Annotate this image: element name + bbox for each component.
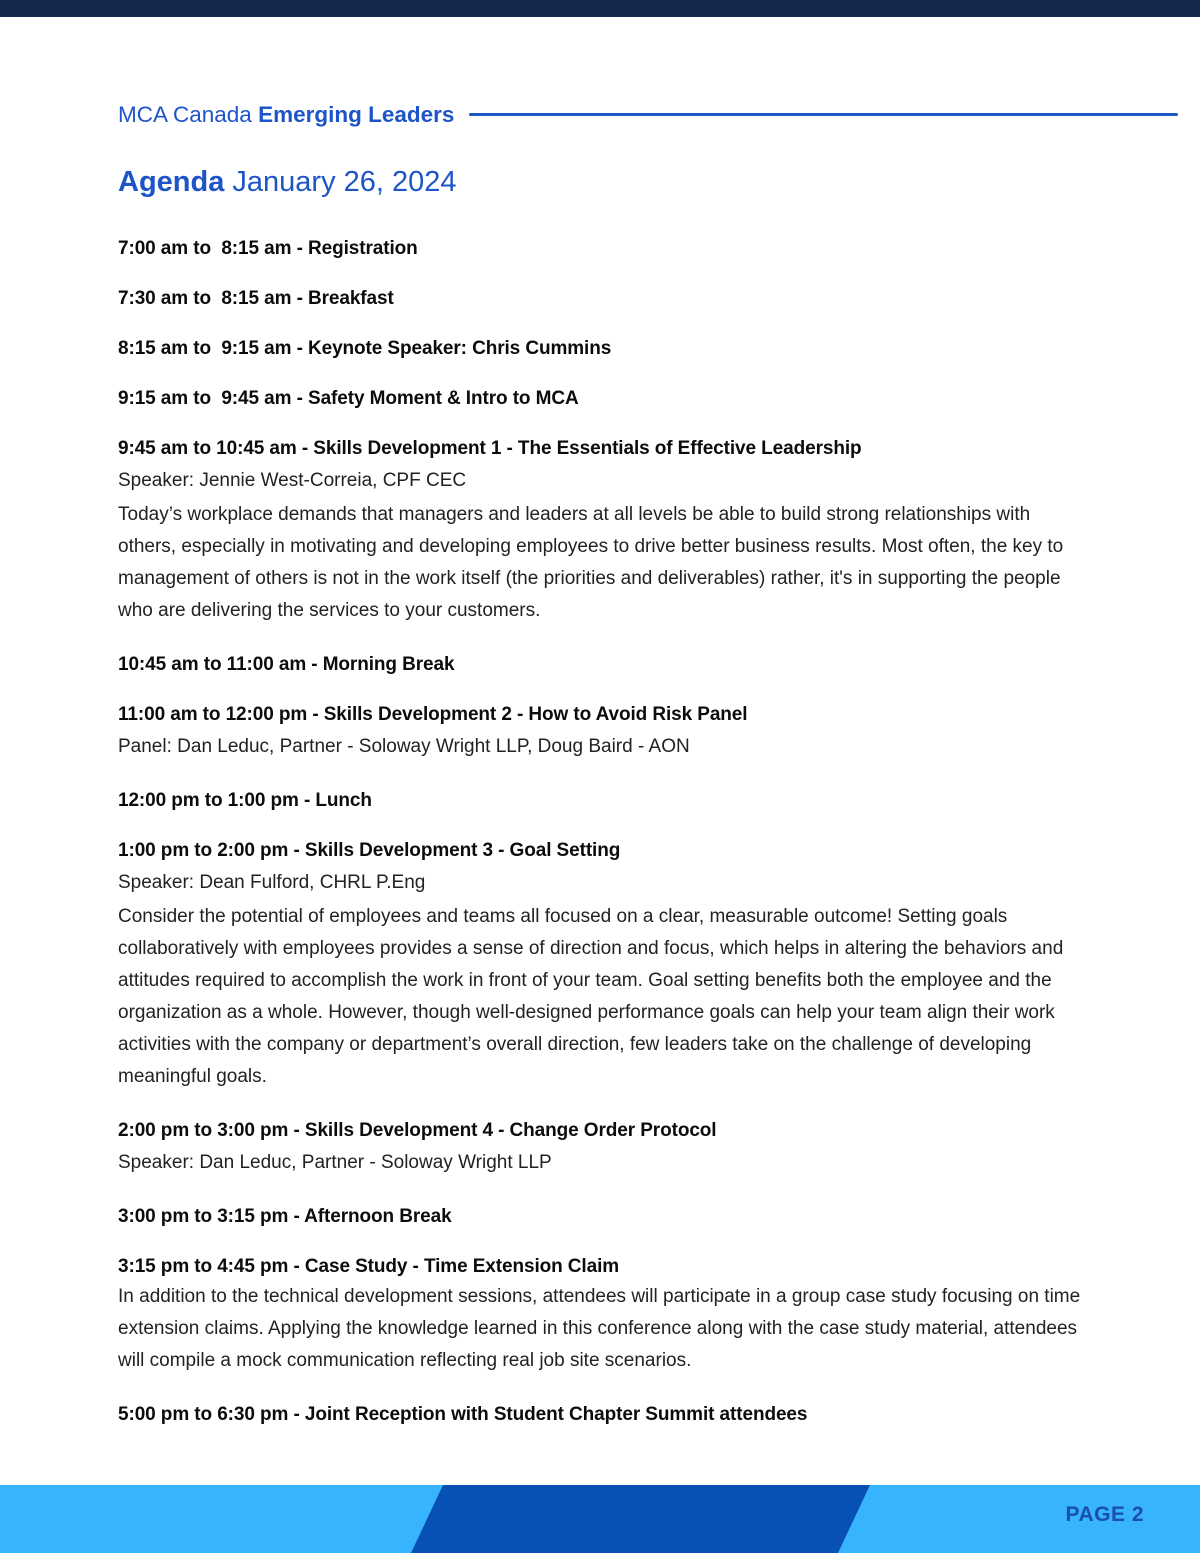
document-body xyxy=(118,101,1085,1453)
brand-prefix: MCA Canada xyxy=(118,102,259,127)
page-title xyxy=(118,165,1085,199)
agenda-item-heading: 9:15 am to 9:45 am - Safety Moment & Intro to MCA xyxy=(118,388,579,409)
agenda-item-heading: 8:15 am to 9:15 am - Keynote Speaker: Chris Cummins xyxy=(118,338,612,359)
agenda-item-description: In addition to the technical development sessions, attendees will participate in a group case study focusing on time extension claims. Applying the knowledge learned in this conference along with the case study material, attendees will compile a mock communication reflecting real job site scenarios. xyxy=(118,1286,1081,1371)
agenda-item-heading: 11:00 am to 12:00 pm - Skills Development 2 - How to Avoid Risk Panel xyxy=(118,704,748,725)
agenda-item-panel: Panel: Dan Leduc, Partner - Soloway Wright LLP, Doug Baird - AON xyxy=(118,736,690,757)
agenda-item-heading: 10:45 am to 11:00 am - Morning Break xyxy=(118,654,455,675)
page-title-bold: Agenda xyxy=(118,166,225,198)
agenda-item-heading: 12:00 pm to 1:00 pm - Lunch xyxy=(118,790,372,811)
agenda-item xyxy=(118,1255,1085,1377)
agenda-item xyxy=(118,703,1085,763)
agenda-item-heading: 7:30 am to 8:15 am - Breakfast xyxy=(118,288,394,309)
agenda-item-speaker: Speaker: Jennie West-Correia, CPF CEC xyxy=(118,470,467,491)
agenda-item xyxy=(118,653,1085,677)
agenda-item xyxy=(118,387,1085,411)
agenda-item-description: Consider the potential of employees and teams all focused on a clear, measurable outcome! Setting goals collaboratively with employees provides a sense of direction and focus, which helps in altering the behaviors and attitudes required to accomplish the work in front of your team. Goal setting benefits both the employee and the organization as a whole. However, though well-designed performance goals can help your team align their work activities with the company or department’s overall direction, few leaders take on the challenge of developing meaningful goals. xyxy=(118,906,1064,1087)
agenda-item-heading: 1:00 pm to 2:00 pm - Skills Development 3 - Goal Setting xyxy=(118,840,621,861)
agenda-item-heading: 5:00 pm to 6:30 pm - Joint Reception with Student Chapter Summit attendees xyxy=(118,1404,808,1425)
brand-name-bold: Emerging Leaders xyxy=(258,102,455,127)
footer-parallelogram-shape xyxy=(0,1485,1200,1553)
brand-header xyxy=(118,101,1178,128)
agenda-item-heading: 2:00 pm to 3:00 pm - Skills Development 4 - Change Order Protocol xyxy=(118,1120,717,1141)
agenda-item-speaker: Speaker: Dan Leduc, Partner - Soloway Wright LLP xyxy=(118,1152,552,1173)
agenda-item xyxy=(118,337,1085,361)
agenda-list xyxy=(118,237,1085,1427)
agenda-item-heading: 7:00 am to 8:15 am - Registration xyxy=(118,238,418,259)
agenda-item xyxy=(118,1119,1085,1179)
header-rule-line xyxy=(469,113,1178,116)
agenda-item-speaker: Speaker: Dean Fulford, CHRL P.Eng xyxy=(118,872,426,893)
agenda-item xyxy=(118,437,1085,627)
agenda-item xyxy=(118,1403,1085,1427)
agenda-item-heading: 3:15 pm to 4:45 pm - Case Study - Time Extension Claim xyxy=(118,1256,620,1277)
agenda-item xyxy=(118,839,1085,1093)
top-accent-bar xyxy=(0,0,1200,17)
page-title-date: January 26, 2024 xyxy=(224,166,457,198)
agenda-item xyxy=(118,1205,1085,1229)
agenda-item xyxy=(118,287,1085,311)
agenda-item-heading: 3:00 pm to 3:15 pm - Afternoon Break xyxy=(118,1206,452,1227)
agenda-item-heading: 9:45 am to 10:45 am - Skills Development 1 - The Essentials of Effective Leadership xyxy=(118,438,862,459)
agenda-item xyxy=(118,789,1085,813)
page-number-label: PAGE 2 xyxy=(1065,1503,1144,1526)
footer-band xyxy=(0,1485,1200,1553)
agenda-item-description: Today’s workplace demands that managers and leaders at all levels be able to build strong relationships with others, especially in motivating and developing employees to drive better business results. Most often, the key to management of others is not in the work itself (the priorities and deliverables) rather, it's in supporting the people who are delivering the services to your customers. xyxy=(118,504,1064,621)
agenda-item xyxy=(118,237,1085,261)
